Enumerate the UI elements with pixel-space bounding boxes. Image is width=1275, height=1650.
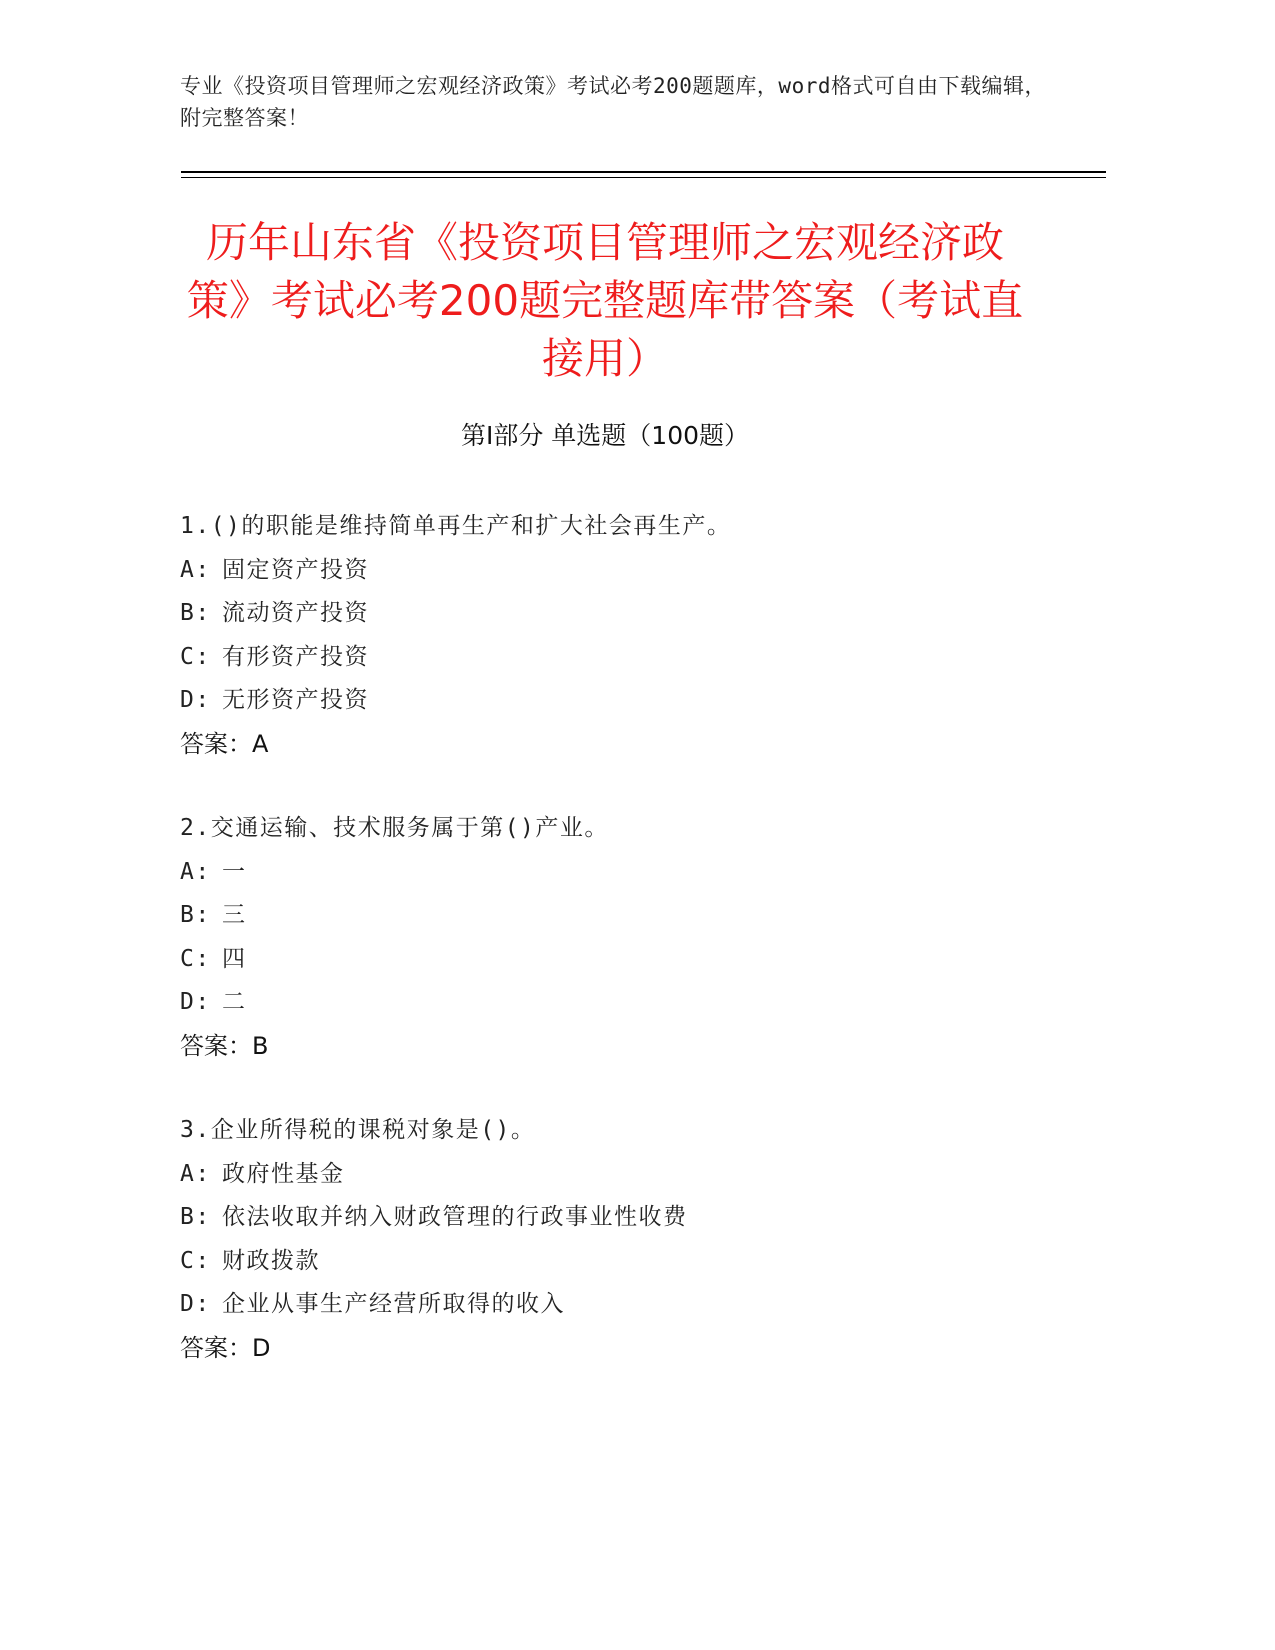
- option-text: 流动资产投资: [222, 600, 369, 626]
- option-text: 四: [222, 945, 247, 972]
- option-d: [180, 1283, 1080, 1327]
- option-key: C:: [180, 643, 211, 670]
- option-text: 财政拨款: [222, 1247, 320, 1274]
- question-1: [180, 505, 1080, 766]
- option-key: C:: [180, 1247, 211, 1274]
- option-key: D:: [180, 687, 211, 713]
- option-key: A:: [180, 1160, 211, 1187]
- answer-line: [180, 1025, 1080, 1069]
- option-text: 二: [222, 989, 247, 1015]
- question-text: 2.交通运输、技术服务属于第()产业。: [180, 815, 609, 841]
- answer-value: D: [252, 1333, 271, 1362]
- answer-value: A: [252, 729, 269, 758]
- document-title: 历年山东省《投资项目管理师之宏观经济政策》考试必考200题完整题库带答案（考试直接用）: [186, 218, 1024, 383]
- header-rule-thick: [181, 171, 1106, 173]
- answer-line: [180, 1327, 1080, 1371]
- option-c: [180, 938, 1080, 982]
- option-text: 三: [222, 902, 247, 928]
- option-c: [180, 636, 1080, 680]
- option-text: 企业从事生产经营所取得的收入: [222, 1291, 565, 1317]
- option-key: B:: [180, 600, 211, 626]
- option-d: [180, 981, 1080, 1025]
- header-note: 专业《投资项目管理师之宏观经济政策》考试必考200题题库，word格式可自由下载编辑，附完整答案！: [180, 74, 1046, 130]
- header-rule-thin: [181, 177, 1106, 178]
- option-key: A:: [180, 858, 211, 885]
- option-a: [180, 851, 1080, 895]
- option-text: 政府性基金: [222, 1160, 345, 1187]
- answer-label: 答案：: [180, 729, 252, 758]
- option-a: [180, 549, 1080, 593]
- option-text: 无形资产投资: [222, 687, 369, 713]
- option-text: 有形资产投资: [222, 643, 369, 670]
- answer-label: 答案：: [180, 1333, 252, 1362]
- option-d: [180, 679, 1080, 723]
- question-text: 3.企业所得税的课税对象是()。: [180, 1117, 536, 1143]
- option-b: [180, 592, 1080, 636]
- option-key: A:: [180, 556, 211, 583]
- answer-value: B: [252, 1031, 269, 1060]
- option-key: D:: [180, 1291, 211, 1317]
- option-key: D:: [180, 989, 211, 1015]
- question-3: [180, 1109, 1080, 1370]
- option-b: [180, 1196, 1080, 1240]
- question-2: [180, 807, 1080, 1068]
- option-key: B:: [180, 902, 211, 928]
- question-text: 1.()的职能是维持简单再生产和扩大社会再生产。: [180, 513, 732, 539]
- option-key: C:: [180, 945, 211, 972]
- section-heading: 第Ⅰ部分 单选题（100题）: [460, 421, 750, 450]
- option-c: [180, 1240, 1080, 1284]
- option-key: B:: [180, 1204, 211, 1230]
- option-text: 依法收取并纳入财政管理的行政事业性收费: [222, 1204, 688, 1230]
- option-text: 固定资产投资: [222, 556, 369, 583]
- option-text: 一: [222, 858, 247, 885]
- answer-line: [180, 723, 1080, 767]
- answer-label: 答案：: [180, 1031, 252, 1060]
- option-b: [180, 894, 1080, 938]
- question-list: [180, 505, 1080, 1411]
- option-a: [180, 1153, 1080, 1197]
